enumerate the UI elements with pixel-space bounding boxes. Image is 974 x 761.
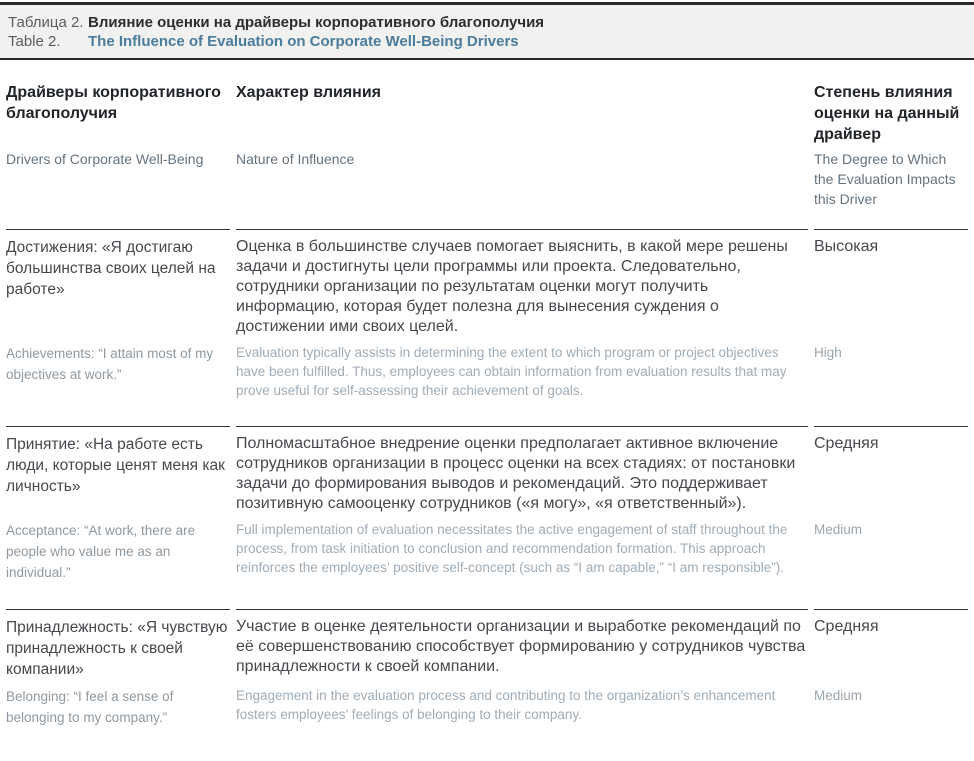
driver-cell-ru: Принятие: «На работе есть люди, которые ценят меня как личность» (6, 426, 230, 514)
column-header-influence-ru: Характер влияния (236, 84, 381, 101)
caption-line-russian (8, 13, 966, 32)
caption-line-english (8, 32, 966, 51)
degree-cell-ru: Средняя (814, 609, 968, 680)
table-row-achievements-en (6, 337, 968, 426)
driver-cell-en: Achievements: “I attain most of my objectives at work.” (6, 346, 214, 382)
column-header-influence-en: Nature of Influence (236, 151, 355, 167)
degree-cell-ru: Средняя (814, 426, 968, 514)
driver-cell-en: Acceptance: “At work, there are people who value me as an individual.” (6, 523, 196, 580)
degree-cell-ru: Высокая (814, 229, 968, 337)
column-header-degree-ru: Степень влияния оценки на данный драйвер (814, 84, 960, 143)
influence-cell-en: Engagement in the evaluation process and contributing to the organization’s enhancement fosters employees’ feelings of belonging to their company. (236, 688, 776, 722)
column-header-drivers-en: Drivers of Corporate Well-Being (6, 151, 204, 167)
influence-cell-ru: Полномасштабное внедрение оценки предполагает активное включение сотрудников организации в процесс оценки на всех стадиях: от постановки задачи до формирования выводов и рекомендаций. Это поддерживает позитивную самооценку сотрудников («я могу», «я ответственный»). (236, 426, 808, 514)
column-header-row-ru (6, 60, 968, 145)
driver-cell-ru: Принадлежность: «Я чувствую принадлежность к своей компании» (6, 609, 230, 680)
table-row-acceptance-ru (6, 426, 968, 514)
driver-cell-en: Belonging: “I feel a sense of belonging to my company.” (6, 689, 174, 725)
table-row-acceptance-en (6, 514, 968, 609)
influence-cell-ru: Оценка в большинстве случаев помогает выяснить, в какой мере решены задачи и достигнуты цели программы или проекта. Следовательно, сотрудники организации по результатам оценки могут получить информацию, которая будет полезна для вынесения суждения о достижении ими своих целей. (236, 229, 808, 337)
influence-cell-en: Evaluation typically assists in determining the extent to which program or project objectives have been fulfilled. Thus, employees can obtain information from evaluation results that may prove useful for self-assessing their achievement of goals. (236, 345, 787, 398)
influence-cell-ru: Участие в оценке деятельности организации и выработке рекомендаций по её совершенствованию способствует формированию у сотрудников чувства принадлежности к своей компании. (236, 609, 808, 680)
table-caption (0, 2, 974, 60)
table-row-belonging-ru (6, 609, 968, 680)
table-number-en: Table 2. (8, 33, 61, 50)
table-row-achievements-ru (6, 229, 968, 337)
degree-cell-en: Medium (814, 688, 863, 703)
column-header-degree-en: The Degree to Which the Evaluation Impacts this Driver (814, 151, 956, 207)
column-header-drivers-ru: Драйверы корпоративного благополучия (6, 84, 221, 122)
column-header-row-en (6, 145, 968, 229)
degree-cell-en: Medium (814, 522, 863, 537)
table-row-belonging-en (6, 680, 968, 754)
well-being-drivers-table (0, 60, 974, 754)
driver-cell-ru: Достижения: «Я достигаю большинства своих целей на работе» (6, 229, 230, 337)
table-number-ru: Таблица 2. (8, 14, 84, 31)
influence-cell-en: Full implementation of evaluation necessitates the active engagement of staff throughout the process, from task initiation to conclusion and recommendation formation. This approach reinforces the employees’ positive self-concept (such as “I am capable,” “I am responsible”). (236, 522, 788, 575)
table-title-en: The Influence of Evaluation on Corporate Well-Being Drivers (88, 33, 519, 50)
table-title-ru: Влияние оценки на драйверы корпоративного благополучия (88, 14, 545, 31)
degree-cell-en: High (814, 345, 842, 360)
